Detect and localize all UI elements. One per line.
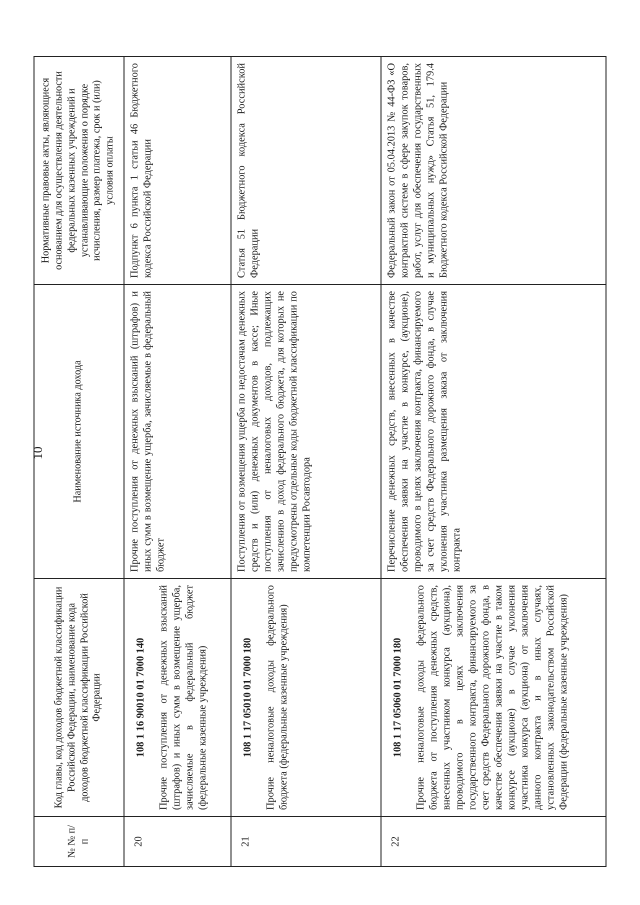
income-sources-table — [34, 56, 607, 867]
row-code-cell — [381, 579, 606, 817]
table-row — [381, 57, 606, 867]
header-code: Код главы, код доходов бюджетной классификации Российской Федерации, наименование кода доходов бюджетной классификации Российской Федерации — [34, 579, 124, 817]
header-num: № № п/п — [34, 817, 124, 867]
row-source: Перечисление денежных средств, внесенных в качестве обеспечения заявки на участие в конкурсе, (аукционе), проводимого в целях заключения контракта, финансируемого за счет средств Федерального дорожного фонда, в случае уклонения участника размещения заказа от заключения контракта — [381, 285, 606, 579]
table-row — [231, 57, 381, 867]
row-code-cell — [231, 579, 381, 817]
rotated-table-container — [34, 57, 607, 867]
row-code: 108 1 17 05010 01 7000 180 — [242, 637, 254, 758]
row-code-name: Прочие неналоговые доходы федерального бюджета (федеральные казенные учреждения) — [265, 585, 290, 810]
row-acts: Подпункт 6 пункта 1 статьи 46 Бюджетного кодекса Российской Федерации — [124, 57, 231, 285]
row-acts: Федеральный закон от 05.04.2013 № 44-ФЗ «О контрактной системе в сфере закупок товаров, работ, услуг для обеспечения государственных и муниципальных нужд» Статья 51, 179.4 Бюджетного кодекса Российской Федерации — [381, 57, 606, 285]
row-code: 108 1 17 05060 01 7000 180 — [392, 637, 404, 758]
row-num: 20 — [124, 817, 231, 867]
header-acts: Нормативные правовые акты, являющиеся основанием для осуществления деятельности федеральных казенных учреждений и устанавливающие положения о порядке исчисления, размер платежа, срок и (или) условия оплаты — [34, 57, 124, 285]
table-row — [124, 57, 231, 867]
row-num: 21 — [231, 817, 381, 867]
row-code: 108 1 16 90010 01 7000 140 — [135, 637, 147, 758]
row-source: Поступления от возмещения ущерба по недостачам денежных средств и (или) денежных документов в кассе; Иные поступления от неналоговых доходов, подлежащих зачислению в доход федерального бюджета, для которых не предусмотрены отдельные коды бюджетной классификации по компетенции Росавтодора — [231, 285, 381, 579]
row-code-name: Прочие неналоговые доходы федерального бюджета от поступления денежных средств, внесенных участником конкурса (аукциона), проводимого в целях заключения государственного контракта, финансируемого за счет средств Федерального дорожного фонда, в качестве обеспечения заявки на участие в таком конкурсе (аукционе) в случае уклонения участника конкурса (аукциона) от заключения данного контракта и в иных случаях, установленных законодательством Российской Федерации (федеральные казенные учреждения) — [415, 585, 570, 810]
row-acts: Статья 51 Бюджетного кодекса Российской Федерации — [231, 57, 381, 285]
row-source: Прочие поступления от денежных взысканий (штрафов) и иных сумм в возмещение ущерба, зачисляемые в федеральный бюджет — [124, 285, 231, 579]
table-header-row — [34, 57, 124, 867]
row-num: 22 — [381, 817, 606, 867]
header-name: Наименование источника дохода — [34, 285, 124, 579]
page-number: 10 — [30, 446, 45, 460]
row-code-cell — [124, 579, 231, 817]
row-code-name: Прочие поступления от денежных взысканий (штрафов) и иных сумм в возмещение ущерба, зачисляемые в федеральный бюджет (федеральные казенные учреждения) — [158, 585, 209, 810]
